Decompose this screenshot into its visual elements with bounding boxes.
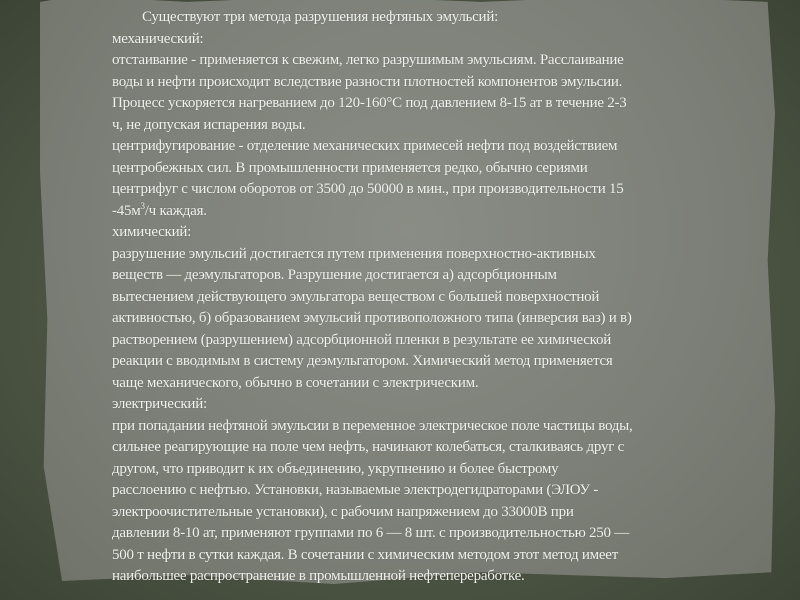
text-line: электроочистительные установки), с рабочим напряжением до 33000В при [112, 503, 574, 520]
slide-heading: Существуют три метода разрушения нефтяных эмульсий: [142, 9, 499, 25]
text-line: чаще механического, обычно в сочетании с электрическим. [112, 374, 479, 391]
text-line: центробежных сил. В промышленности применяется редко, обычно сериями [112, 159, 588, 176]
text-line: растворением (разрушением) адсорбционной пленки в результате ее химической [112, 331, 611, 348]
text-line: другом, что приводит к их объединению, укрупнению и более быстрому [112, 460, 559, 477]
text-line: наибольшее распространение в промышленной нефтепереработке. [112, 568, 525, 584]
superscript: 3 [140, 200, 145, 211]
text-line: отстаивание - применяется к свежим, легко разрушимым эмульсиям. Расслаивание [112, 52, 624, 68]
text-line [112, 201, 632, 223]
text-line: веществ — деэмульгаторов. Разрушение достигается а) адсорбционным [112, 267, 557, 283]
text-line: центрифугирование - отделение механических примесей нефти под воздействием [112, 138, 618, 154]
text-line: воды и нефти происходит вследствие разности плотностей компонентов эмульсии. [112, 73, 623, 90]
text-fragment: -45м [112, 202, 141, 219]
text-line: электрический: [112, 396, 207, 412]
text-line: разрушение эмульсий достигается путем применения поверхностно-активных [112, 245, 596, 262]
text-fragment: /ч каждая. [144, 202, 207, 219]
text-line: давлении 8-10 ат, применяют группами по 6 — 8 шт. с производительностью 250 — [112, 525, 630, 541]
text-line: реакции с вводимым в систему деэмульгатором. Химический метод применяется [112, 353, 613, 369]
text-line: при попадании нефтяной эмульсии в переменное электрическое поле частицы воды, [112, 417, 633, 434]
text-line: химический: [112, 224, 192, 240]
text-line: сильнее реагирующие на поле чем нефть, начинают колебаться, сталкиваясь друг с [112, 439, 625, 455]
text-line: расслоению с нефтью. Установки, называемые электродегидраторами (ЭЛОУ - [112, 482, 599, 498]
slide-body-text [112, 7, 632, 588]
text-line: 500 т нефти в сутки каждая. В сочетании с химическим методом этот метод имеет [112, 546, 619, 563]
text-line: ч, не допуская испарения воды. [112, 116, 306, 133]
text-line: активностью, б) образованием эмульсий противоположного типа (инверсия ваз) и в) [112, 310, 632, 326]
text-line: центрифуг с числом оборотов от 3500 до 50000 в мин., при производительности 15 [112, 181, 624, 197]
text-line: вытеснением действующего эмульгатора веществом с большей поверхностной [112, 288, 600, 305]
text-line: механический: [112, 30, 204, 47]
text-line: Процесс ускоряется нагреванием до 120-160°С под давлением 8-15 ат в течение 2-3 [112, 95, 627, 111]
